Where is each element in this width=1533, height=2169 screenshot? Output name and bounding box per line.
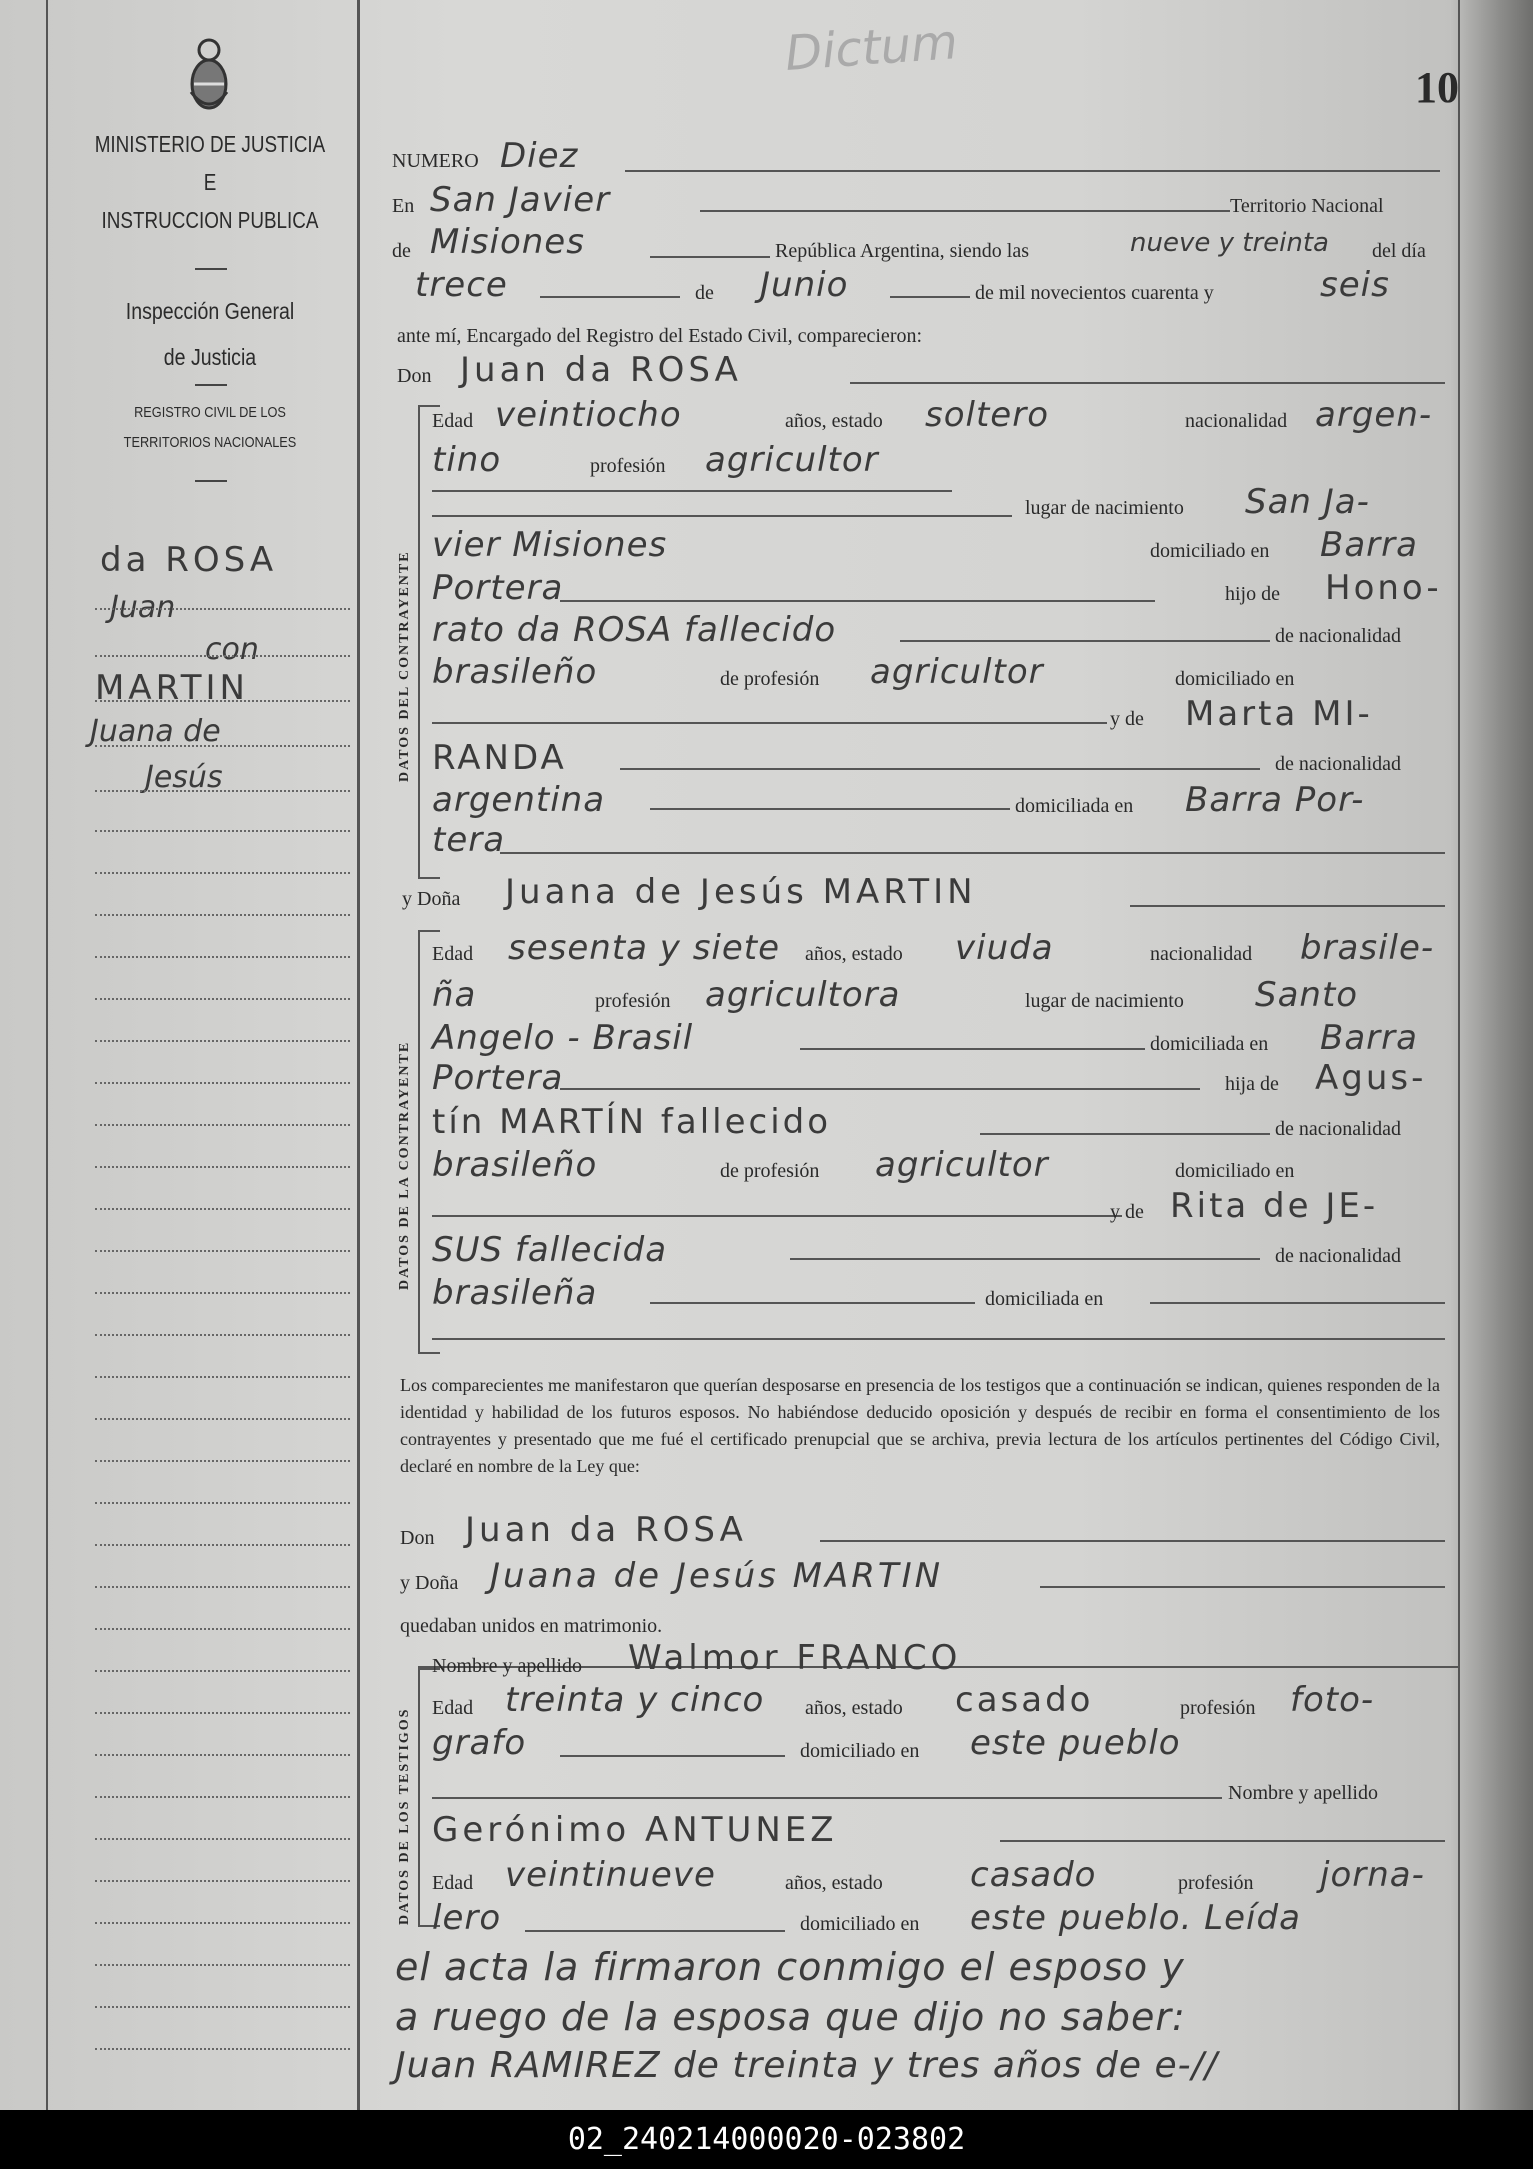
margin-dotted-line xyxy=(95,1628,350,1630)
testigo2-prof-1: jorna- xyxy=(1320,1855,1425,1895)
datos-testigos-label: DATOS DE LOS TESTIGOS xyxy=(397,1707,412,1925)
domiciliado-en-label-4: domiciliado en xyxy=(800,1740,920,1762)
anios-estado-label: años, estado xyxy=(785,410,883,432)
novia-padre-2: tín MARTÍN fallecido xyxy=(432,1102,832,1142)
margin-dotted-line xyxy=(95,1796,350,1798)
de-profesion-label-2: de profesión xyxy=(720,1160,820,1182)
testigo2-name: Gerónimo ANTUNEZ xyxy=(432,1810,838,1850)
numero-label: NUMERO xyxy=(392,150,479,172)
don-label-2: Don xyxy=(400,1527,435,1549)
y-de-label: y de xyxy=(1110,708,1144,730)
hija-de-label: hija de xyxy=(1225,1073,1279,1095)
novia-madre-dom-line xyxy=(1150,1302,1445,1304)
novio-madre-nac-line xyxy=(650,808,1010,810)
edad-label: Edad xyxy=(432,410,474,432)
novio-name-2-line xyxy=(820,1540,1445,1542)
ante-label: ante mí, Encargado del Registro del Estado Civil, comparecieron: xyxy=(397,325,923,347)
mes-line xyxy=(890,296,970,298)
novia-padre-prof: agricultor xyxy=(875,1145,1049,1185)
novio-padre-prof: agricultor xyxy=(870,652,1044,692)
novio-lugar-1: San Ja- xyxy=(1245,482,1370,522)
novio-padre-1: Hono- xyxy=(1325,568,1442,608)
inspection-line-2: de Justicia xyxy=(163,344,257,370)
novia-edad: sesenta y siete xyxy=(508,928,781,968)
lugar-line xyxy=(700,210,1230,212)
stamp-text: Dictum xyxy=(783,14,960,82)
bride-end-line xyxy=(432,1338,1445,1340)
novio-dom-2: Portera xyxy=(432,568,564,608)
ministry-line-2: E xyxy=(203,169,217,195)
profesion-label-4: profesión xyxy=(1178,1872,1254,1894)
testigo2-name-line xyxy=(1000,1840,1445,1842)
cierre-line-2: a ruego de la esposa que dijo no saber: xyxy=(395,1995,1186,2039)
profesion-label: profesión xyxy=(590,455,666,477)
novio-estado: soltero xyxy=(925,395,1049,435)
groom-end-line xyxy=(500,852,1445,854)
margin-dotted-line xyxy=(95,2048,350,2050)
page-crease xyxy=(1450,0,1533,2110)
lugar-nac-line xyxy=(432,515,1012,517)
domiciliada-en-label-3: domiciliada en xyxy=(985,1288,1104,1310)
anio-value: seis xyxy=(1320,265,1390,305)
margin-dotted-line xyxy=(95,1670,350,1672)
testigo1-edad: treinta y cinco xyxy=(505,1680,765,1720)
profesion-label-3: profesión xyxy=(1180,1697,1256,1719)
edad-label-2: Edad xyxy=(432,943,474,965)
margin-dotted-line xyxy=(95,914,350,916)
novia-madre-2: SUS fallecida xyxy=(432,1230,668,1270)
datos-contrayenta-label: DATOS DE LA CONTRAYENTE xyxy=(397,1040,412,1290)
novia-nac-2: ña xyxy=(432,975,477,1015)
en-label: En xyxy=(392,195,415,217)
novia-dom-2: Portera xyxy=(432,1058,564,1098)
coat-of-arms-icon xyxy=(185,36,233,114)
margin-note-surname: da ROSA xyxy=(100,540,278,580)
de-profesion-label: de profesión xyxy=(720,668,820,690)
margin-dotted-line xyxy=(95,745,350,747)
testigo1-dom: este pueblo xyxy=(970,1723,1181,1763)
hijo-de-label: hijo de xyxy=(1225,583,1280,605)
registry-line-1: REGISTRO CIVIL DE LOS xyxy=(134,404,286,421)
de-nacionalidad-label-2: de nacionalidad xyxy=(1275,753,1402,775)
declaration-paragraph: Los comparecientes me manifestaron que querían desposarse en presencia de los testigos que a continuación se indican, quienes responden de la identidad y habilidad de los futuros esposos. No habiéndose deducido oposición y después de recibir en forma el consentimiento de los contrayentes y presentado que me fué el certificado prenupcial que se archiva, previa lectura de los artículos pertinentes del Código Civil, declaré en nombre de la Ley que: xyxy=(400,1375,1440,1476)
numero-value: Diez xyxy=(500,136,579,176)
margin-dotted-line xyxy=(95,1250,350,1252)
margin-dotted-line xyxy=(95,700,350,702)
anios-estado-label-3: años, estado xyxy=(805,1697,903,1719)
margin-dotted-line xyxy=(95,2006,350,2008)
nombre-apellido-label: Nombre y apellido xyxy=(432,1655,582,1677)
novia-madre-1: Rita de JE- xyxy=(1170,1186,1379,1226)
margin-dotted-line xyxy=(95,1082,350,1084)
novio-padre-2: rato da ROSA fallecido xyxy=(432,610,837,650)
ministry-title xyxy=(87,125,333,239)
margin-dotted-line xyxy=(95,1922,350,1924)
novia-padre-line xyxy=(980,1133,1270,1135)
margin-dotted-line xyxy=(95,1754,350,1756)
datos-contrayente-label: DATOS DEL CONTRAYENTE xyxy=(397,550,412,782)
margin-note-bride-name-2: Jesús xyxy=(145,760,223,795)
margin-dotted-line xyxy=(95,1166,350,1168)
registry-title xyxy=(83,398,338,458)
novia-prof: agricultora xyxy=(705,975,901,1015)
novio-dom-line xyxy=(560,600,1155,602)
footer-id: 02_240214000020-023802 xyxy=(0,2110,1533,2169)
territorio-label: Territorio Nacional xyxy=(1230,195,1384,217)
novio-line xyxy=(850,382,1445,384)
nacionalidad-label: nacionalidad xyxy=(1185,410,1288,432)
margin-right-border xyxy=(357,0,360,2110)
lugar-nac-label-2: lugar de nacimiento xyxy=(1025,990,1184,1012)
sidebar-divider xyxy=(195,268,227,270)
domiciliada-en-label-2: domiciliada en xyxy=(1150,1033,1269,1055)
testigo2-edad: veintinueve xyxy=(505,1855,716,1895)
don-label: Don xyxy=(397,365,432,387)
novia-padre-1: Agus- xyxy=(1315,1058,1427,1098)
margin-dotted-line xyxy=(95,1712,350,1714)
novio-madre-1: Marta MI- xyxy=(1185,694,1373,734)
testigo1-name: Walmor FRANCO xyxy=(628,1638,962,1678)
novia-madre-line xyxy=(790,1258,1260,1260)
margin-dotted-line xyxy=(95,872,350,874)
page-number: 10 xyxy=(1415,63,1459,112)
novio-name-2: Juan da ROSA xyxy=(465,1510,747,1550)
mes-value: Junio xyxy=(760,265,849,305)
form-right-border xyxy=(1458,0,1460,2110)
novia-line xyxy=(1130,905,1445,907)
margin-note-bride-name: Juana de xyxy=(90,714,221,749)
provincia-line xyxy=(650,256,770,258)
nombre-apellido-label-2: Nombre y apellido xyxy=(1228,1782,1378,1804)
inspection-line-1: Inspección General xyxy=(125,298,295,324)
ministry-line-1: MINISTERIO DE JUSTICIA xyxy=(94,131,326,157)
del-dia-label: del día xyxy=(1372,240,1426,262)
margin-dotted-line xyxy=(95,1964,350,1966)
margin-dotted-line xyxy=(95,956,350,958)
margin-dotted-line xyxy=(95,790,350,792)
de-nacionalidad-label-4: de nacionalidad xyxy=(1275,1245,1402,1267)
novia-name: Juana de Jesús MARTIN xyxy=(505,872,977,912)
margin-note-name: Juan xyxy=(110,590,176,625)
testigo1-prof-line xyxy=(560,1755,785,1757)
novia-dom-1: Barra xyxy=(1320,1018,1418,1058)
lugar-value: San Javier xyxy=(430,180,611,220)
cierre-line-1: el acta la firmaron conmigo el esposo y xyxy=(395,1945,1185,1989)
novio-madre-nac: argentina xyxy=(432,780,606,820)
registry-line-2: TERRITORIOS NACIONALES xyxy=(123,434,297,451)
margin-dotted-line xyxy=(95,1208,350,1210)
novio-padre-dom-line xyxy=(432,722,1107,724)
margin-dotted-line xyxy=(95,1376,350,1378)
novia-name-2-line xyxy=(1040,1586,1445,1588)
novia-padre-dom-line xyxy=(432,1215,1122,1217)
novia-name-2: Juana de Jesús MARTIN xyxy=(490,1556,944,1596)
hora-value: nueve y treinta xyxy=(1130,228,1329,258)
republica-label: República Argentina, siendo las xyxy=(775,240,1030,262)
novio-edad: veintiocho xyxy=(495,395,682,435)
margin-dotted-line xyxy=(95,1838,350,1840)
dona-label: y Doña xyxy=(402,888,461,910)
margin-dotted-line xyxy=(95,1880,350,1882)
testigo1-dom-line xyxy=(432,1797,1222,1799)
margin-dotted-line xyxy=(95,1418,350,1420)
novio-madre-dom-1: Barra Por- xyxy=(1185,780,1365,820)
sidebar-divider xyxy=(195,384,227,386)
testigo2-dom: este pueblo. Leída xyxy=(970,1898,1301,1938)
novio-nac-1: argen- xyxy=(1315,395,1433,435)
testigo2-prof-2: lero xyxy=(432,1898,502,1938)
novio-madre-dom-2: tera xyxy=(432,820,506,860)
margin-dotted-line xyxy=(95,655,350,657)
anio-label: de mil novecientos cuarenta y xyxy=(975,282,1214,304)
novio-prof: agricultor xyxy=(705,440,879,480)
sidebar-divider xyxy=(195,480,227,482)
de-label-2: de xyxy=(695,282,714,304)
anios-estado-label-4: años, estado xyxy=(785,1872,883,1894)
domiciliada-en-label: domiciliada en xyxy=(1015,795,1134,817)
novio-madre-2: RANDA xyxy=(432,738,567,778)
inspection-title xyxy=(83,288,338,380)
testigo2-estado: casado xyxy=(970,1855,1097,1895)
novia-dom-line xyxy=(560,1088,1200,1090)
testigo2-prof-line xyxy=(525,1930,785,1932)
margin-note-con: con xyxy=(205,632,259,667)
novio-name: Juan da ROSA xyxy=(460,350,742,390)
dia-value: trece xyxy=(415,265,508,305)
margin-dotted-line xyxy=(95,1040,350,1042)
margin-dotted-line xyxy=(95,1586,350,1588)
novio-dom-1: Barra xyxy=(1320,525,1418,565)
novia-madre-nac-line xyxy=(650,1302,975,1304)
novio-nac-2: tino xyxy=(432,440,502,480)
novia-madre-nac: brasileña xyxy=(432,1273,598,1313)
margin-dotted-line xyxy=(95,1292,350,1294)
numero-line xyxy=(625,170,1440,172)
anios-estado-label-2: años, estado xyxy=(805,943,903,965)
novia-lugar-1: Santo xyxy=(1255,975,1359,1015)
y-de-label-2: y de xyxy=(1110,1201,1144,1223)
novia-lugar-line xyxy=(800,1048,1145,1050)
margin-dotted-line xyxy=(95,830,350,832)
novio-lugar-2: vier Misiones xyxy=(432,525,668,565)
margin-dotted-line xyxy=(95,1124,350,1126)
testigo1-estado: casado xyxy=(955,1680,1094,1720)
dona-label-2: y Doña xyxy=(400,1572,459,1594)
cierre-line-3: Juan RAMIREZ de treinta y tres años de e-// xyxy=(395,2045,1218,2086)
novia-nac-1: brasile- xyxy=(1300,928,1435,968)
margin-dotted-line xyxy=(95,1544,350,1546)
dia-line xyxy=(540,296,680,298)
margin-dotted-line xyxy=(95,1502,350,1504)
edad-label-3: Edad xyxy=(432,1697,474,1719)
novio-padre-nac: brasileño xyxy=(432,652,598,692)
margin-dotted-line xyxy=(95,998,350,1000)
profesion-label-2: profesión xyxy=(595,990,671,1012)
provincia-value: Misiones xyxy=(430,222,585,262)
testigo1-prof-1: foto- xyxy=(1290,1680,1375,1720)
margin-dotted-line xyxy=(95,608,350,610)
domiciliado-en-label-5: domiciliado en xyxy=(800,1913,920,1935)
unidos-label: quedaban unidos en matrimonio. xyxy=(400,1615,663,1637)
novio-madre-line xyxy=(620,768,1260,770)
novia-estado: viuda xyxy=(955,928,1054,968)
novia-lugar-2: Angelo - Brasil xyxy=(432,1018,694,1058)
margin-dotted-line xyxy=(95,1460,350,1462)
margin-left-border xyxy=(46,0,48,2110)
margin-note-bride-surname: MARTIN xyxy=(95,668,249,708)
margin-dotted-line xyxy=(95,1334,350,1336)
domiciliado-en-label-3: domiciliado en xyxy=(1175,1160,1295,1182)
de-nacionalidad-label-3: de nacionalidad xyxy=(1275,1118,1402,1140)
novia-padre-nac: brasileño xyxy=(432,1145,598,1185)
de-label: de xyxy=(392,240,411,262)
lugar-nac-label: lugar de nacimiento xyxy=(1025,497,1184,519)
domiciliado-en-label-2: domiciliado en xyxy=(1175,668,1295,690)
testigo1-prof-2: grafo xyxy=(432,1723,527,1763)
nacionalidad-label-2: nacionalidad xyxy=(1150,943,1253,965)
novio-padre-line xyxy=(900,640,1270,642)
novio-prof-line xyxy=(432,490,952,492)
ministry-line-3: INSTRUCCION PUBLICA xyxy=(101,207,319,233)
edad-label-4: Edad xyxy=(432,1872,474,1894)
domiciliado-en-label: domiciliado en xyxy=(1150,540,1270,562)
de-nacionalidad-label: de nacionalidad xyxy=(1275,625,1402,647)
